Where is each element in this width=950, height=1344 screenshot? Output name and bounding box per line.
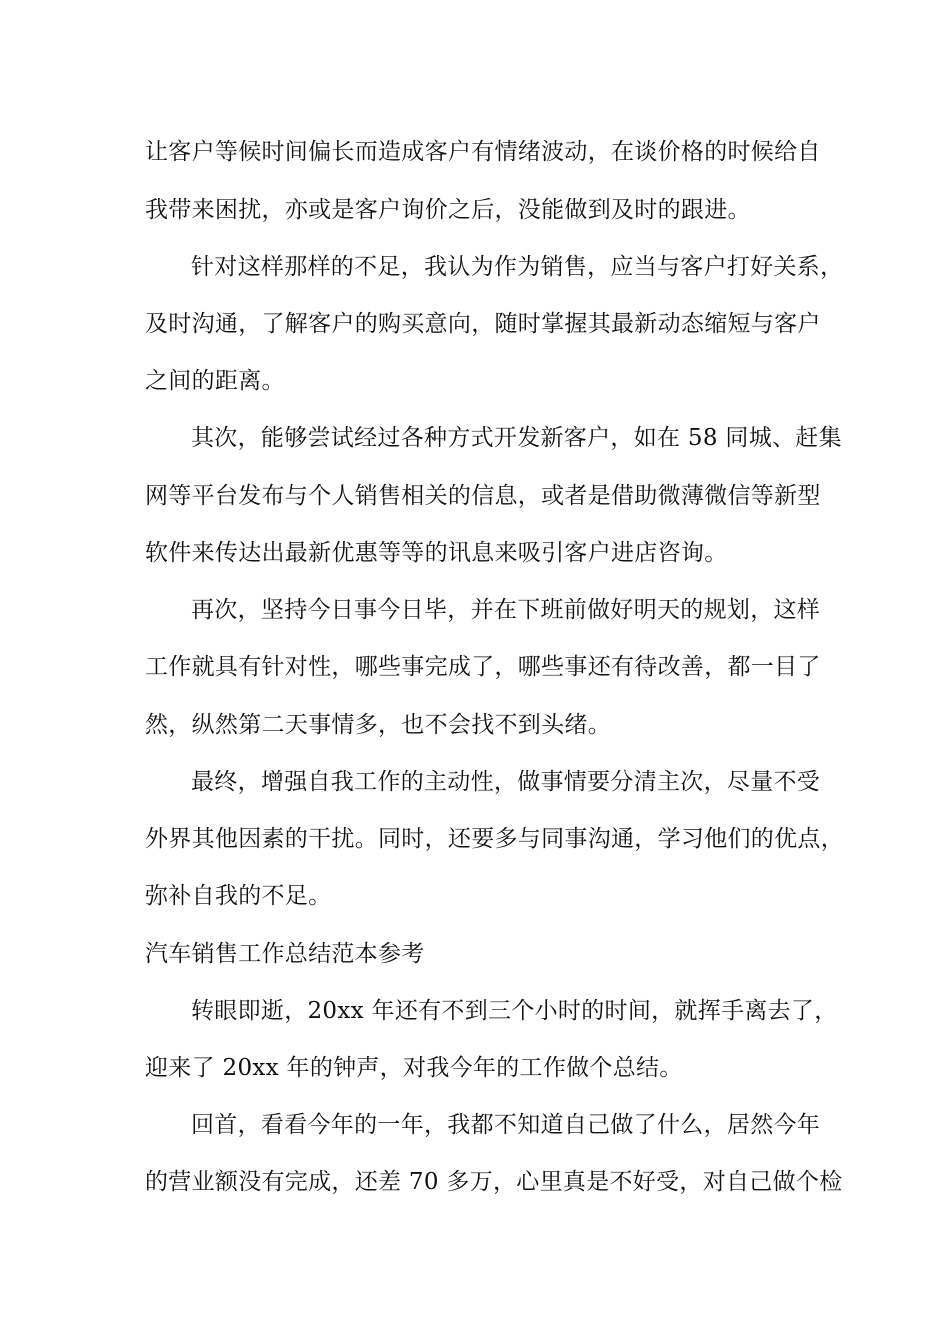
body-text-line: 最终，增强自我工作的主动性，做事情要分清主次，尽量不受	[191, 769, 821, 795]
body-text-line: 然，纵然第二天事情多，也不会找不到头绪。	[145, 712, 611, 738]
body-text-line: 其次，能够尝试经过各种方式开发新客户，如在 58 同城、赶集	[191, 425, 842, 451]
section-heading: 汽车销售工作总结范本参考	[145, 941, 425, 967]
body-text-line: 工作就具有针对性，哪些事完成了，哪些事还有待改善，都一目了	[145, 654, 821, 680]
body-text-line: 我带来困扰，亦或是客户询价之后，没能做到及时的跟进。	[145, 197, 751, 223]
body-text-line: 迎来了 20xx 年的钟声，对我今年的工作做个总结。	[145, 1055, 683, 1081]
body-text-line: 弥补自我的不足。	[145, 883, 332, 909]
body-text-line: 的营业额没有完成，还差 70 多万，心里真是不好受，对自己做个检	[145, 1169, 843, 1195]
body-text-line: 软件来传达出最新优惠等等的讯息来吸引客户进店咨询。	[145, 540, 728, 566]
body-text-line: 及时沟通，了解客户的购买意向，随时掌握其最新动态缩短与客户	[145, 311, 821, 337]
body-text-line: 再次，坚持今日事今日毕，并在下班前做好明天的规划，这样	[191, 597, 821, 623]
body-text-line: 让客户等候时间偏长而造成客户有情绪波动，在谈价格的时候给自	[145, 139, 821, 165]
body-text-line: 网等平台发布与个人销售相关的信息，或者是借助微薄微信等新型	[145, 483, 821, 509]
body-text-line: 针对这样那样的不足，我认为作为销售，应当与客户打好关系，	[191, 254, 844, 280]
body-text-line: 转眼即逝，20xx 年还有不到三个小时的时间，就挥手离去了，	[191, 998, 838, 1024]
body-text-line: 外界其他因素的干扰。同时，还要多与同事沟通，学习他们的优点，	[145, 826, 844, 852]
body-text-line: 回首，看看今年的一年，我都不知道自己做了什么，居然今年	[191, 1112, 821, 1138]
body-text-line: 之间的距离。	[145, 368, 285, 394]
